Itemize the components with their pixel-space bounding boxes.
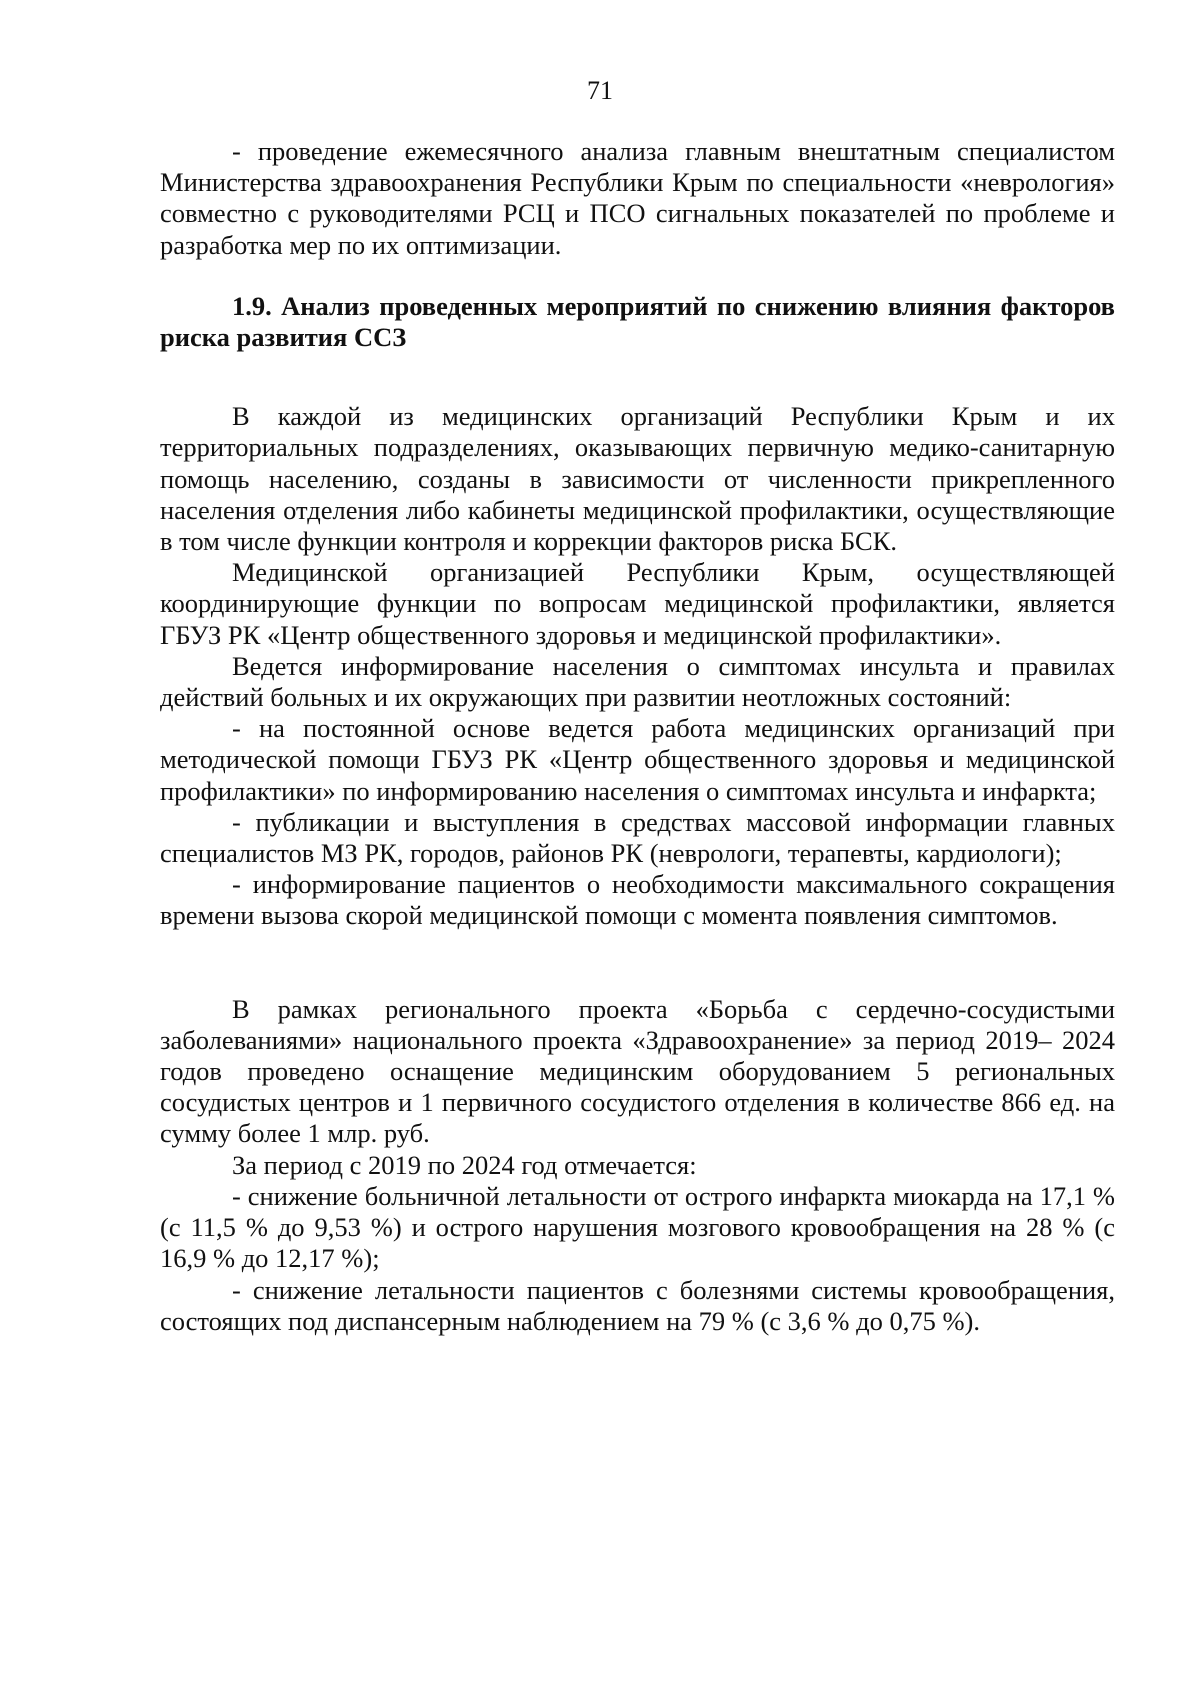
- section-heading: 1.9. Анализ проведенных мероприятий по снижению влияния факторов риска развития ССЗ: [160, 290, 1115, 353]
- paragraph-public-informing: Ведется информирование населения о симптомах инсульта и правилах действий больных и их окружающих при развитии неотложных состояний:: [160, 650, 1115, 713]
- list-item-patient-informing: - информирование пациентов о необходимости максимального сокращения времени вызова скорой медицинской помощи с момента появления симптомов.: [160, 869, 1115, 931]
- paragraph-coordinating-organization: Медицинской организацией Республики Крым, осуществляющей координирующие функции по вопросам медицинской профилактики, является ГБУЗ РК «Центр общественного здоровья и медицинской профилактики».: [160, 557, 1115, 650]
- paragraph-period-results: За период с 2019 по 2024 год отмечается:: [232, 1149, 697, 1180]
- page-number: 71: [587, 76, 613, 105]
- paragraph-regional-project: В рамках регионального проекта «Борьба с сердечно-сосудистыми заболеваниями» национального проекта «Здравоохранение» за период 2019– 2024 годов проведено оснащение медицинским оборудованием 5 региональных сосудистых центров и 1 первичного сосудистого отделения в количестве 866 ед. на сумму более 1 млр. руб.: [160, 993, 1115, 1149]
- paragraph-prevention-units: В каждой из медицинских организаций Республики Крым и их территориальных подразделениях, оказывающих первичную медико-санитарную помощь населению, созданы в зависимости от численности прикрепленного населения отделения либо кабинеты медицинской профилактики, осуществляющие в том числе функции контроля и коррекции факторов риска БСК.: [160, 401, 1115, 557]
- list-item-dispensary-mortality: - снижение летальности пациентов с болезнями системы кровообращения, состоящих под диспансерным наблюдением на 79 % (с 3,6 % до 0,75 %).: [160, 1274, 1115, 1336]
- list-item-ongoing-work: - на постоянной основе ведется работа медицинских организаций при методической помощи ГБУЗ РК «Центр общественного здоровья и медицинской профилактики» по информированию населения о симптомах инсульта и инфаркта;: [160, 713, 1115, 806]
- paragraph-monthly-analysis: - проведение ежемесячного анализа главным внештатным специалистом Министерства здравоохранения Республики Крым по специальности «неврология» совместно с руководителями РСЦ и ПСО сигнальных показателей по проблеме и разработка мер по их оптимизации.: [160, 136, 1115, 260]
- document-body: [160, 136, 1115, 1337]
- list-item-media-publications: - публикации и выступления в средствах массовой информации главных специалистов МЗ РК, городов, районов РК (неврологи, терапевты, кардиологи);: [160, 806, 1115, 869]
- list-item-hospital-mortality: - снижение больничной летальности от острого инфаркта миокарда на 17,1 % (с 11,5 % до 9,53 %) и острого нарушения мозгового кровообращения на 28 % (с 16,9 % до 12,17 %);: [160, 1180, 1115, 1274]
